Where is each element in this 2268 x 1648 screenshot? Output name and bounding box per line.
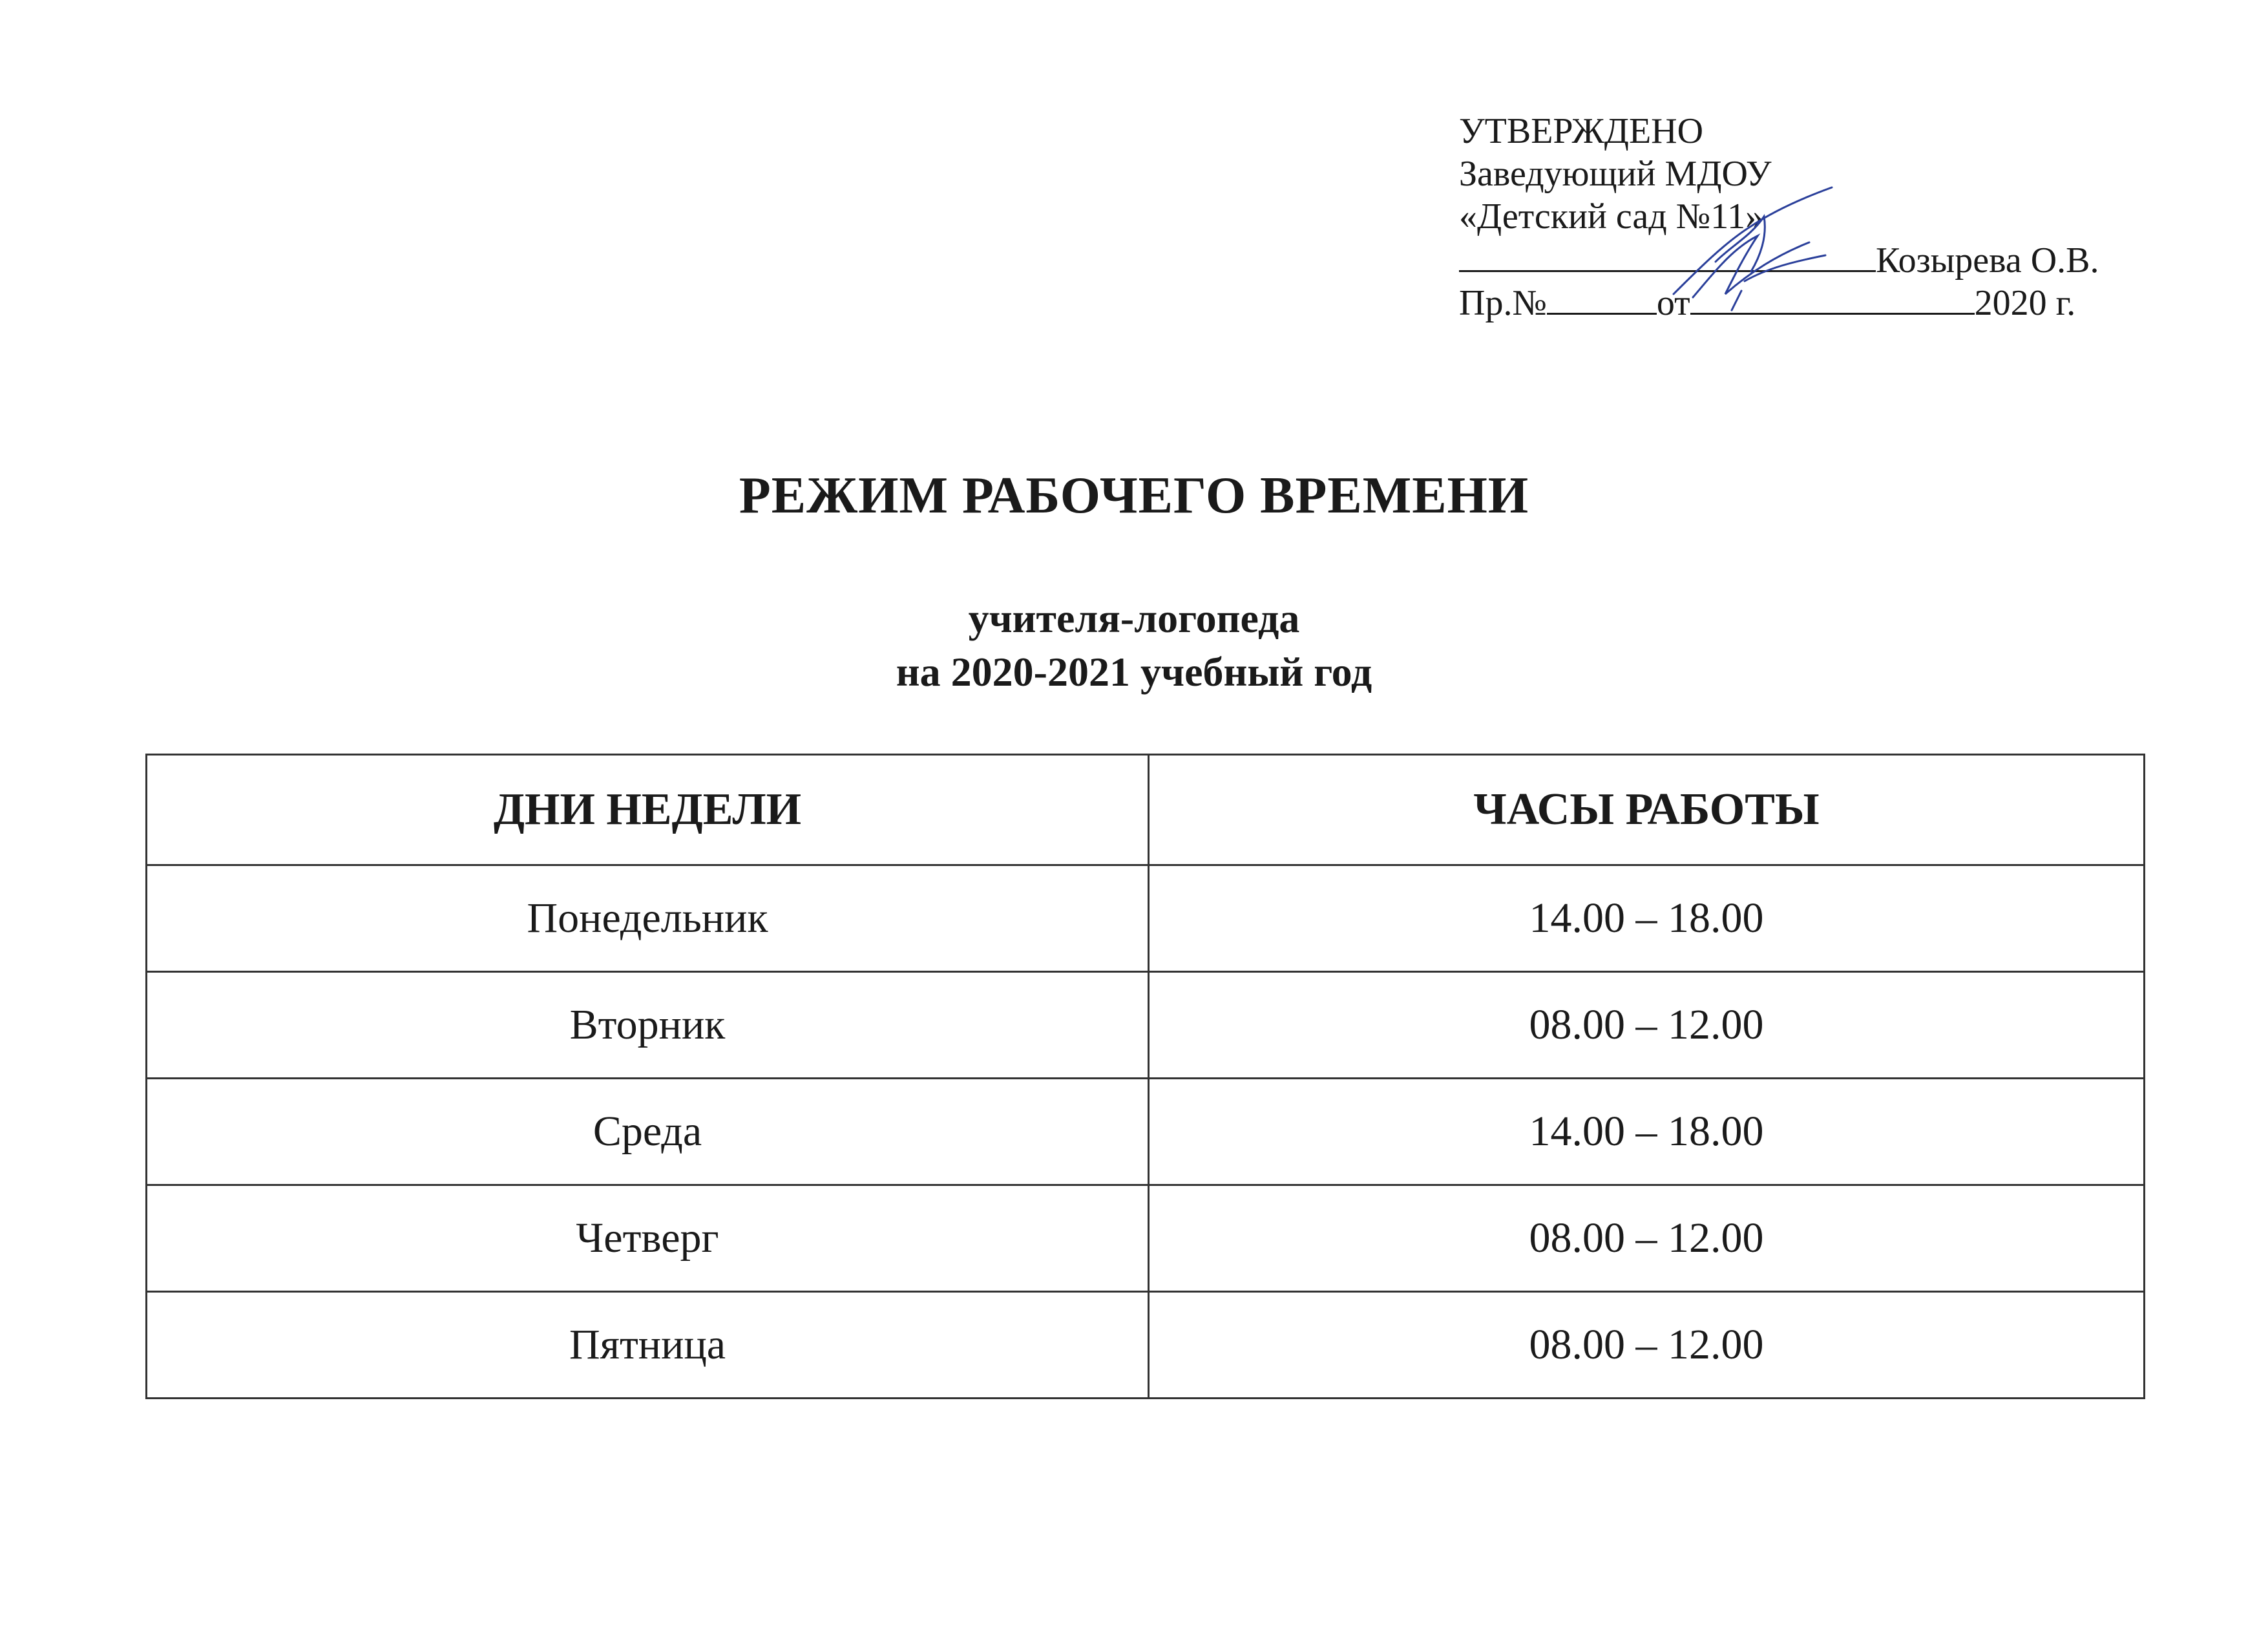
order-prefix: Пр.№ — [1459, 283, 1547, 323]
hours-cell: 08.00 – 12.00 — [1149, 1292, 2145, 1399]
order-number-underline — [1547, 280, 1657, 315]
approver-position: Заведующий МДОУ — [1459, 154, 1772, 194]
schedule-table — [145, 754, 2145, 1399]
hours-cell: 14.00 – 18.00 — [1149, 1079, 2145, 1185]
hours-cell: 14.00 – 18.00 — [1149, 865, 2145, 972]
table-header-row — [147, 755, 2145, 865]
day-cell: Вторник — [147, 972, 1149, 1079]
day-cell: Четверг — [147, 1185, 1149, 1292]
table-row — [147, 972, 2145, 1079]
table-row — [147, 1185, 2145, 1292]
table-row — [147, 865, 2145, 972]
header-days: ДНИ НЕДЕЛИ — [147, 755, 1149, 865]
table-row — [147, 1292, 2145, 1399]
page-title: РЕЖИМ РАБОЧЕГО ВРЕМЕНИ — [739, 467, 1529, 524]
order-from: от — [1656, 283, 1690, 323]
day-cell: Среда — [147, 1079, 1149, 1185]
day-cell: Понедельник — [147, 865, 1149, 972]
subtitle-year: на 2020-2021 учебный год — [896, 649, 1372, 695]
table-row — [147, 1079, 2145, 1185]
order-year: 2020 г. — [1974, 283, 2076, 323]
handwritten-signature — [1654, 165, 1848, 313]
approved-label: УТВЕРЖДЕНО — [1459, 111, 1704, 151]
hours-cell: 08.00 – 12.00 — [1149, 972, 2145, 1079]
header-hours: ЧАСЫ РАБОТЫ — [1149, 755, 2145, 865]
signatory-name: Козырева О.В. — [1876, 240, 2099, 280]
subtitle-role: учителя-логопеда — [968, 595, 1300, 641]
institution-name: «Детский сад №11» — [1459, 196, 1764, 237]
hours-cell: 08.00 – 12.00 — [1149, 1185, 2145, 1292]
day-cell: Пятница — [147, 1292, 1149, 1399]
